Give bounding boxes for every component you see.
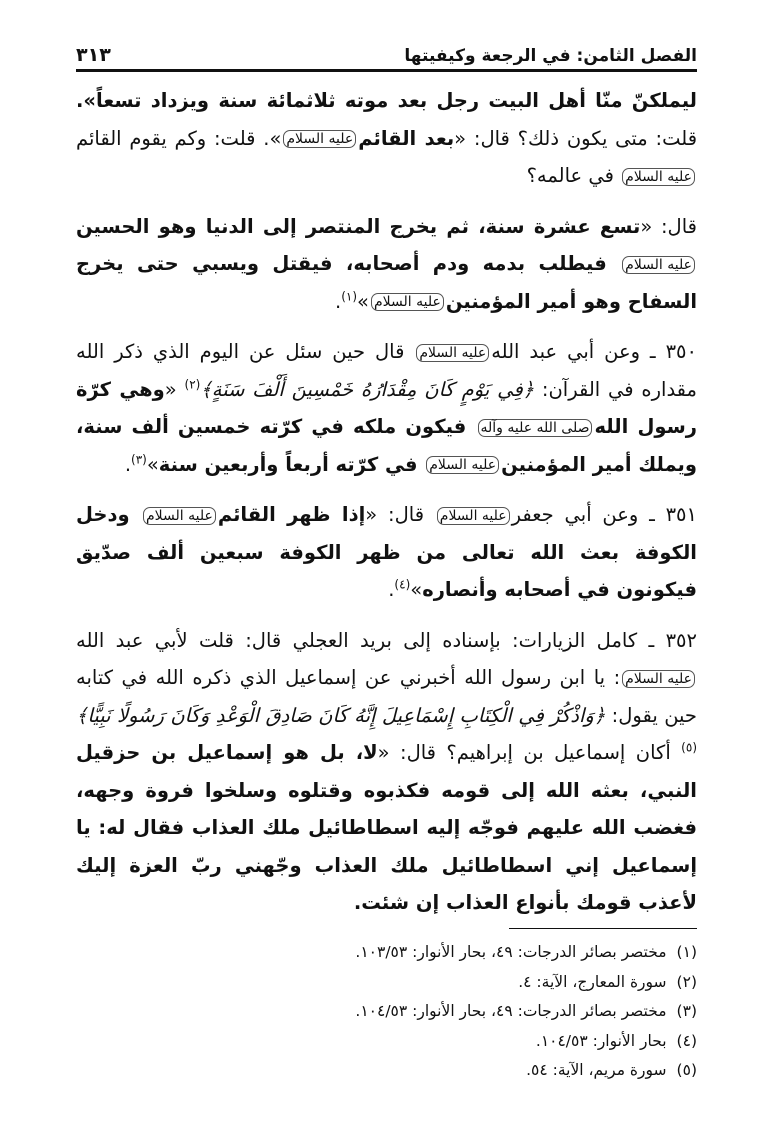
footnote-text: مختصر بصائر الدرجات: ٤٩، بحار الأنوار: ١٠٣/٥٣.: [355, 943, 667, 961]
footnote-ref[interactable]: (١): [341, 289, 358, 303]
quote-bold: فيكون ملكه في كرّته خمسين ألف سنة، ويملك أمير المؤمنين: [76, 415, 697, 476]
text: : يا ابن رسول الله أخبرني عن إسماعيل الذي ذكره الله في كتابه حين يقول:: [76, 666, 697, 727]
footnote-item: [76, 968, 697, 998]
footnote-number: (٣): [676, 1002, 697, 1020]
footnote-text: سورة مريم، الآية: ٥٤.: [526, 1061, 667, 1079]
honorific-seal-icon: صلى الله عليه وآله: [478, 419, 593, 437]
quote-bold: إذا ظهر القائم: [217, 503, 366, 526]
text: »: [146, 452, 159, 476]
quran-verse: ﴿فِي يَوْمٍ كَانَ مِقْدَارُهُ خَمْسِينَ أَلْفَ سَنَةٍ﴾: [200, 377, 535, 401]
text: ». قلت: وكم يقوم القائم: [76, 126, 282, 150]
page-number: ٣١٣: [76, 44, 111, 66]
text: «: [164, 377, 185, 401]
quote-bold: لا، بل هو إسماعيل بن حزقيل النبي، بعثه الله إلى قومه فكذبوه وقتلوه وسلخوا فروة وجهه، فغضب الله عليهم فوجّه إليه اسطاطائيل ملك العذاب فقال له: يا إسماعيل إني اسطاطائيل ملك العذاب وجّهني ربّ العزة إليك لأعذب قومك بأنواع العذاب إن شئت.: [76, 741, 697, 914]
text: .: [335, 289, 342, 313]
paragraph-351: [76, 496, 697, 609]
honorific-seal-icon: عليه السلام: [371, 293, 444, 311]
footnote-number: (٢): [676, 972, 697, 991]
footnote-ref[interactable]: (٢): [184, 377, 201, 391]
footnote-separator: [509, 928, 697, 929]
main-text: [76, 82, 697, 935]
text: ٣٥٠ ـ وعن أبي عبد الله: [491, 340, 697, 363]
header-rule: [76, 69, 697, 72]
paragraph-350: [76, 333, 697, 483]
honorific-seal-icon: عليه السلام: [437, 507, 510, 525]
text: في عالمه؟: [526, 164, 621, 187]
footnote-item: [76, 1027, 697, 1057]
honorific-seal-icon: عليه السلام: [426, 456, 499, 474]
quote-bold: تسع عشرة سنة، ثم يخرج المنتصر إلى الدنيا وهو الحسين: [76, 214, 641, 238]
footnote-ref[interactable]: (٣): [131, 452, 147, 466]
text: .: [388, 578, 395, 601]
footnotes: [76, 938, 697, 1086]
text: قال حين سئل عن اليوم الذي ذكر الله مقداره في القرآن:: [76, 340, 697, 401]
paragraph-1: [76, 82, 697, 195]
quote-bold: ليملكنّ منّا أهل البيت رجل بعد موته ثلاثمائة سنة ويزداد تسعاً».: [76, 89, 697, 112]
honorific-seal-icon: عليه السلام: [143, 507, 216, 525]
honorific-seal-icon: عليه السلام: [283, 130, 356, 148]
text: أكان إسماعيل بن إبراهيم؟ قال: «: [377, 741, 682, 764]
text: »: [410, 578, 423, 601]
text: ٣٥١ ـ وعن أبي جعفر: [511, 503, 697, 526]
text: ٣٥٢ ـ كامل الزيارات: بإسناده إلى بريد العجلي قال: قلت لأبي عبد الله: [76, 628, 697, 652]
footnote-number: (١): [676, 943, 697, 961]
footnote-ref[interactable]: (٥): [681, 740, 697, 755]
quote-bold: في كرّته أربعاً وأربعين سنة: [158, 452, 425, 476]
footnote-item: [76, 1056, 697, 1086]
honorific-seal-icon: عليه السلام: [622, 670, 695, 688]
text: قال: «: [640, 214, 697, 238]
honorific-seal-icon: عليه السلام: [622, 256, 695, 274]
quote-bold: بعد القائم: [358, 126, 455, 150]
footnote-item: [76, 997, 697, 1027]
quran-verse: ﴿وَاذْكُرْ فِي الْكِتَابِ إِسْمَاعِيلَ إِنَّهُ كَانَ صَادِقَ الْوَعْدِ وَكَانَ رَسُولًا نَبِيًّا﴾: [76, 703, 606, 727]
text: قال: «: [365, 503, 435, 526]
text: .: [124, 452, 132, 476]
text: قلت: متى يكون ذلك؟ قال: «: [454, 126, 698, 150]
honorific-seal-icon: عليه السلام: [622, 168, 695, 186]
paragraph-352: [76, 622, 697, 922]
quote-bold: وهي كرّة رسول الله: [76, 377, 697, 438]
footnote-item: [76, 938, 697, 968]
footnote-text: سورة المعارج، الآية: ٤.: [518, 972, 667, 991]
quote-bold: فيطلب بدمه ودم أصحابه، فيقتل ويسبي حتى يخرج السفاح وهو أمير المؤمنين: [76, 252, 697, 313]
text: »: [357, 289, 369, 313]
footnote-number: (٤): [676, 1031, 697, 1050]
honorific-seal-icon: عليه السلام: [416, 344, 489, 362]
page-header: [76, 30, 697, 66]
footnote-ref[interactable]: (٤): [394, 577, 411, 592]
footnote-text: مختصر بصائر الدرجات: ٤٩، بحار الأنوار: ١٠٤/٥٣.: [355, 1002, 667, 1020]
running-title: الفصل الثامن: في الرجعة وكيفيتها: [404, 46, 697, 66]
footnote-text: بحار الأنوار: ١٠٤/٥٣.: [535, 1031, 667, 1050]
footnote-number: (٥): [676, 1061, 697, 1079]
paragraph-2: [76, 208, 697, 321]
quote-bold: ودخل الكوفة بعث الله تعالى من ظهر الكوفة سبعين ألف صدّيق فيكونون في أصحابه وأنصاره: [76, 503, 697, 601]
